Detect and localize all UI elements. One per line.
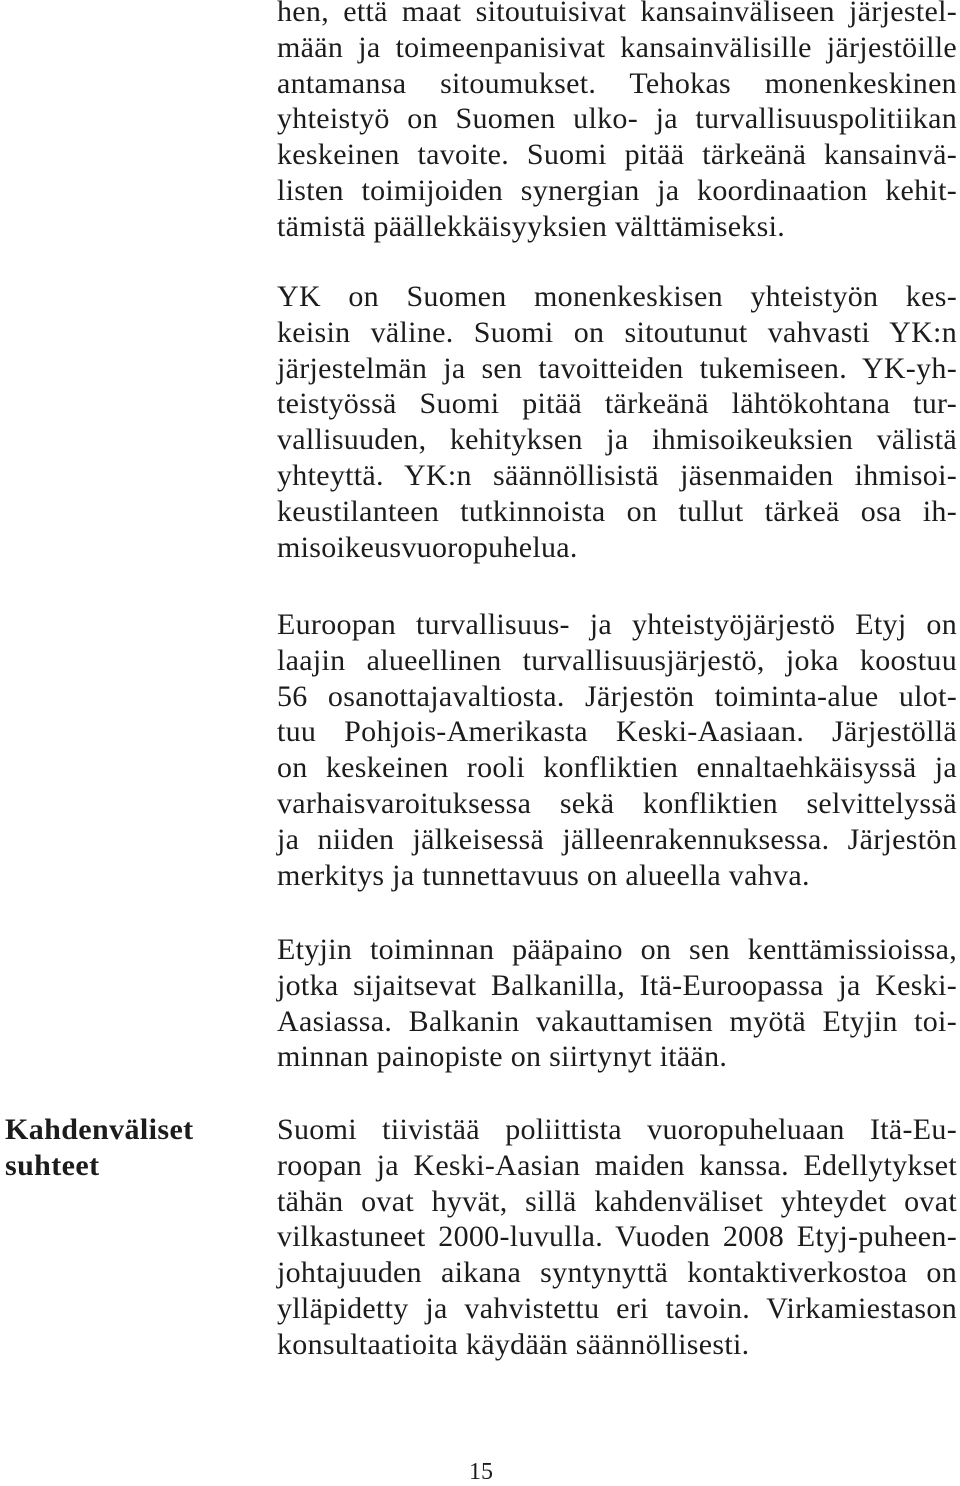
text-line: Etyjin toiminnan pääpaino on sen kenttämissioissa, (277, 933, 957, 966)
text-line: vilkastuneet 2000-luvulla. Vuoden 2008 Etyj-puheen- (277, 1220, 957, 1254)
text-line: Euroopan turvallisuus- ja yhteistyöjärjestö Etyj on (277, 608, 957, 641)
text-line: ja niiden jälkeisessä jälleenrakennuksessa. Järjestön (277, 822, 957, 856)
text-line: yhteyttä. YK:n säännöllisistä jäsenmaiden ihmisoi- (277, 458, 957, 492)
text-line: mään ja toimeenpanisivat kansainvälisille järjestöille (277, 30, 957, 64)
text-line: järjestelmän ja sen tavoitteiden tukemiseen. YK-yh- (277, 351, 957, 385)
text-line: johtajuuden aikana syntynyttä kontaktiverkostoa on (277, 1256, 957, 1290)
text-line: listen toimijoiden synergian ja koordinaation kehit- (277, 173, 957, 207)
text-line: tähän ovat hyvät, sillä kahdenväliset yhteydet ovat (277, 1184, 957, 1218)
text-line: tuu Pohjois-Amerikasta Keski-Aasiaan. Järjestöllä (277, 715, 957, 749)
paragraph-un-cooperation (277, 279, 957, 565)
text-line: Suomi tiivistää poliittista vuoropuheluaan Itä-Eu- (277, 1113, 957, 1146)
text-line: antamansa sitoumukset. Tehokas monenkeskinen (277, 66, 957, 100)
text-line: roopan ja Keski-Aasian maiden kanssa. Edellytykset (277, 1148, 957, 1182)
text-line: yhteistyö on Suomen ulko- ja turvallisuuspolitiikan (277, 102, 957, 136)
text-line: merkitys ja tunnettavuus on alueella vahva. (277, 858, 810, 892)
text-line: 56 osanottajavaltiosta. Järjestön toiminta-alue ulot- (277, 679, 957, 713)
text-line: tämistä päällekkäisyyksien välttämiseksi. (277, 209, 786, 243)
side-heading-line: Kahdenväliset (5, 1113, 194, 1146)
paragraph-osce-field-missions (277, 932, 957, 1075)
text-line: YK on Suomen monenkeskisen yhteistyön kes- (277, 280, 957, 313)
text-line: minnan painopiste on siirtynyt itään. (277, 1040, 728, 1074)
text-line: ylläpidetty ja vahvistettu eri tavoin. Virkamiestason (277, 1291, 957, 1325)
text-line: varhaisvaroituksessa sekä konfliktien selvittelyssä (277, 786, 957, 820)
text-line: vallisuuden, kehityksen ja ihmisoikeuksien välistä (277, 423, 957, 457)
page-number: 15 (469, 1459, 493, 1485)
text-line: laajin alueellinen turvallisuusjärjestö, joka koostuu (277, 643, 957, 677)
text-line: keskeinen tavoite. Suomi pitää tärkeänä kansainvä- (277, 138, 957, 172)
text-line: keustilanteen tutkinnoista on tullut tärkeä osa ih- (277, 494, 957, 528)
text-line: Aasiassa. Balkanin vakauttamisen myötä Etyjin toi- (277, 1004, 957, 1038)
paragraph-osce-overview (277, 607, 957, 893)
paragraph-multilateral-commitments (277, 0, 957, 245)
text-line: jotka sijaitsevat Balkanilla, Itä-Euroopassa ja Keski- (277, 968, 957, 1002)
text-line: keisin väline. Suomi on sitoutunut vahvasti YK:n (277, 315, 957, 349)
text-line: teistyössä Suomi pitää tärkeänä lähtökohtana tur- (277, 387, 957, 421)
paragraph-bilateral-relations (277, 1112, 957, 1363)
side-heading-bilateral-relations (5, 1112, 255, 1184)
text-line: misoikeusvuoropuhelua. (277, 530, 578, 564)
text-line: on keskeinen rooli konfliktien ennaltaehkäisyssä ja (277, 751, 957, 785)
text-line: hen, että maat sitoutuisivat kansainväliseen järjestel- (277, 0, 957, 28)
side-heading-line: suhteet (5, 1148, 100, 1182)
text-line: konsultaatioita käydään säännöllisesti. (277, 1327, 750, 1361)
